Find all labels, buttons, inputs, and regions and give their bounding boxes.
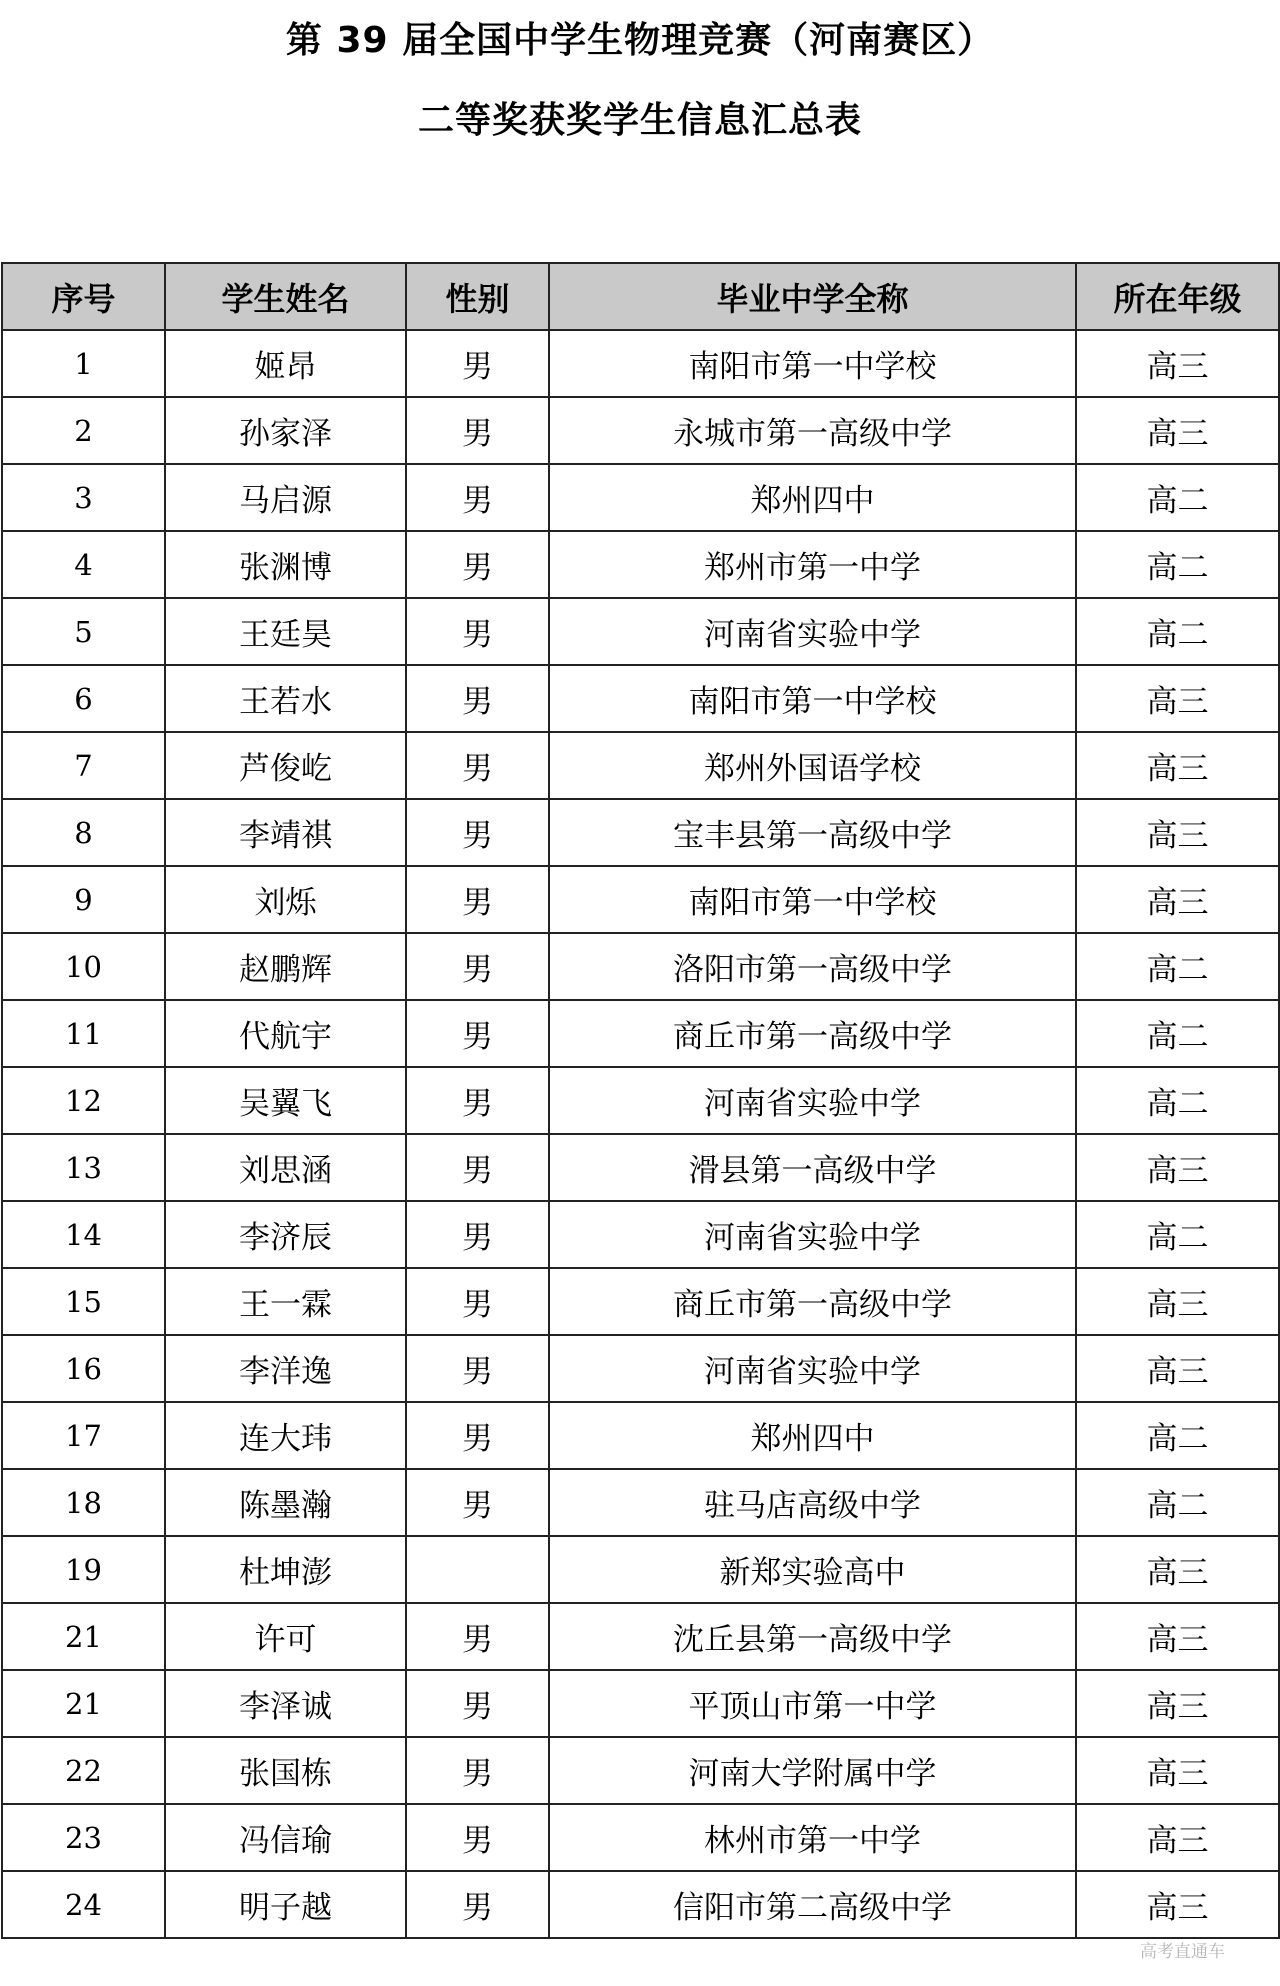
cell-grade: 高三 [1076,330,1279,397]
cell-student-name: 张渊博 [165,531,406,598]
cell-grade: 高三 [1076,1268,1279,1335]
cell-school: 郑州四中 [549,1402,1076,1469]
cell-school: 宝丰县第一高级中学 [549,799,1076,866]
cell-gender: 男 [406,330,549,397]
cell-school: 南阳市第一中学校 [549,665,1076,732]
cell-index: 22 [2,1737,165,1804]
award-table [1,262,1280,1939]
cell-grade: 高三 [1076,1737,1279,1804]
cell-index: 18 [2,1469,165,1536]
table-row [2,1871,1279,1938]
cell-school: 信阳市第二高级中学 [549,1871,1076,1938]
cell-student-name: 陈墨瀚 [165,1469,406,1536]
cell-gender: 男 [406,464,549,531]
document-title: 第 39 届全国中学生物理竞赛（河南赛区） [285,20,995,61]
cell-gender: 男 [406,1268,549,1335]
cell-gender: 男 [406,598,549,665]
cell-gender: 男 [406,1201,549,1268]
table-row [2,397,1279,464]
cell-gender [406,1536,549,1603]
cell-school: 河南大学附属中学 [549,1737,1076,1804]
cell-gender: 男 [406,1603,549,1670]
header-student-name: 学生姓名 [165,263,406,330]
cell-school: 商丘市第一高级中学 [549,1268,1076,1335]
cell-index: 7 [2,732,165,799]
cell-student-name: 刘烁 [165,866,406,933]
cell-school: 河南省实验中学 [549,1201,1076,1268]
header-gender: 性别 [406,263,549,330]
table-row [2,1536,1279,1603]
header-school: 毕业中学全称 [549,263,1076,330]
cell-grade: 高三 [1076,1871,1279,1938]
cell-index: 21 [2,1670,165,1737]
table-row [2,1067,1279,1134]
table-row [2,1268,1279,1335]
cell-student-name: 连大玮 [165,1402,406,1469]
cell-student-name: 王若水 [165,665,406,732]
cell-student-name: 冯信瑜 [165,1804,406,1871]
header-row [2,263,1279,330]
cell-index: 19 [2,1536,165,1603]
cell-school: 沈丘县第一高级中学 [549,1603,1076,1670]
cell-school: 河南省实验中学 [549,1067,1076,1134]
cell-student-name: 李济辰 [165,1201,406,1268]
cell-grade: 高三 [1076,799,1279,866]
cell-student-name: 张国栋 [165,1737,406,1804]
cell-grade: 高二 [1076,1000,1279,1067]
watermark: 高考直通车 [1140,1942,1225,1962]
table-row [2,799,1279,866]
table-row [2,1000,1279,1067]
cell-index: 16 [2,1335,165,1402]
cell-student-name: 马启源 [165,464,406,531]
cell-student-name: 芦俊屹 [165,732,406,799]
table-header [2,263,1279,330]
cell-student-name: 杜坤澎 [165,1536,406,1603]
table-row [2,1335,1279,1402]
cell-student-name: 许可 [165,1603,406,1670]
cell-school: 平顶山市第一中学 [549,1670,1076,1737]
cell-index: 23 [2,1804,165,1871]
cell-gender: 男 [406,732,549,799]
cell-index: 21 [2,1603,165,1670]
cell-grade: 高三 [1076,665,1279,732]
cell-school: 驻马店高级中学 [549,1469,1076,1536]
cell-gender: 男 [406,1469,549,1536]
table-row [2,1201,1279,1268]
cell-student-name: 代航宇 [165,1000,406,1067]
cell-index: 5 [2,598,165,665]
document-subtitle: 二等奖获奖学生信息汇总表 [417,100,862,141]
cell-gender: 男 [406,799,549,866]
cell-index: 2 [2,397,165,464]
cell-gender: 男 [406,1402,549,1469]
cell-gender: 男 [406,1134,549,1201]
header-grade: 所在年级 [1076,263,1279,330]
cell-index: 3 [2,464,165,531]
table-row [2,464,1279,531]
table-row [2,732,1279,799]
cell-student-name: 姬昂 [165,330,406,397]
cell-student-name: 明子越 [165,1871,406,1938]
table-row [2,933,1279,1000]
cell-index: 17 [2,1402,165,1469]
cell-school: 郑州外国语学校 [549,732,1076,799]
cell-index: 6 [2,665,165,732]
cell-index: 12 [2,1067,165,1134]
cell-school: 南阳市第一中学校 [549,330,1076,397]
cell-grade: 高三 [1076,866,1279,933]
cell-student-name: 吴翼飞 [165,1067,406,1134]
cell-school: 新郑实验高中 [549,1536,1076,1603]
cell-school: 洛阳市第一高级中学 [549,933,1076,1000]
table-row [2,1804,1279,1871]
cell-student-name: 李靖祺 [165,799,406,866]
cell-grade: 高三 [1076,1134,1279,1201]
cell-school: 滑县第一高级中学 [549,1134,1076,1201]
cell-gender: 男 [406,1670,549,1737]
cell-index: 8 [2,799,165,866]
cell-index: 9 [2,866,165,933]
cell-grade: 高二 [1076,531,1279,598]
cell-gender: 男 [406,1000,549,1067]
cell-gender: 男 [406,1737,549,1804]
cell-grade: 高三 [1076,1804,1279,1871]
cell-index: 15 [2,1268,165,1335]
cell-gender: 男 [406,1335,549,1402]
cell-school: 郑州市第一中学 [549,531,1076,598]
cell-grade: 高三 [1076,1335,1279,1402]
cell-index: 11 [2,1000,165,1067]
table-row [2,1670,1279,1737]
table-row [2,866,1279,933]
cell-grade: 高二 [1076,1469,1279,1536]
cell-student-name: 李泽诚 [165,1670,406,1737]
cell-gender: 男 [406,1067,549,1134]
cell-school: 河南省实验中学 [549,1335,1076,1402]
table-row [2,665,1279,732]
cell-gender: 男 [406,933,549,1000]
cell-grade: 高三 [1076,1603,1279,1670]
cell-gender: 男 [406,1871,549,1938]
cell-school: 南阳市第一中学校 [549,866,1076,933]
cell-grade: 高三 [1076,1536,1279,1603]
cell-index: 10 [2,933,165,1000]
table-row [2,531,1279,598]
cell-index: 1 [2,330,165,397]
cell-index: 14 [2,1201,165,1268]
table-row [2,598,1279,665]
cell-index: 24 [2,1871,165,1938]
cell-student-name: 赵鹏辉 [165,933,406,1000]
cell-school: 永城市第一高级中学 [549,397,1076,464]
cell-grade: 高二 [1076,1067,1279,1134]
cell-school: 林州市第一中学 [549,1804,1076,1871]
header-index: 序号 [2,263,165,330]
cell-student-name: 李洋逸 [165,1335,406,1402]
cell-grade: 高二 [1076,933,1279,1000]
cell-student-name: 刘思涵 [165,1134,406,1201]
table-body [2,330,1279,1938]
cell-grade: 高三 [1076,1670,1279,1737]
cell-grade: 高二 [1076,1402,1279,1469]
cell-grade: 高三 [1076,397,1279,464]
cell-student-name: 王一霖 [165,1268,406,1335]
table-row [2,1469,1279,1536]
cell-gender: 男 [406,531,549,598]
cell-gender: 男 [406,665,549,732]
cell-grade: 高二 [1076,598,1279,665]
table-row [2,1134,1279,1201]
cell-school: 郑州四中 [549,464,1076,531]
cell-student-name: 王廷昊 [165,598,406,665]
cell-school: 商丘市第一高级中学 [549,1000,1076,1067]
cell-gender: 男 [406,397,549,464]
cell-student-name: 孙家泽 [165,397,406,464]
cell-gender: 男 [406,866,549,933]
table-row [2,330,1279,397]
table-row [2,1737,1279,1804]
cell-gender: 男 [406,1804,549,1871]
cell-grade: 高二 [1076,464,1279,531]
cell-index: 4 [2,531,165,598]
cell-grade: 高三 [1076,732,1279,799]
cell-grade: 高二 [1076,1201,1279,1268]
table-row [2,1603,1279,1670]
cell-school: 河南省实验中学 [549,598,1076,665]
cell-index: 13 [2,1134,165,1201]
table-row [2,1402,1279,1469]
